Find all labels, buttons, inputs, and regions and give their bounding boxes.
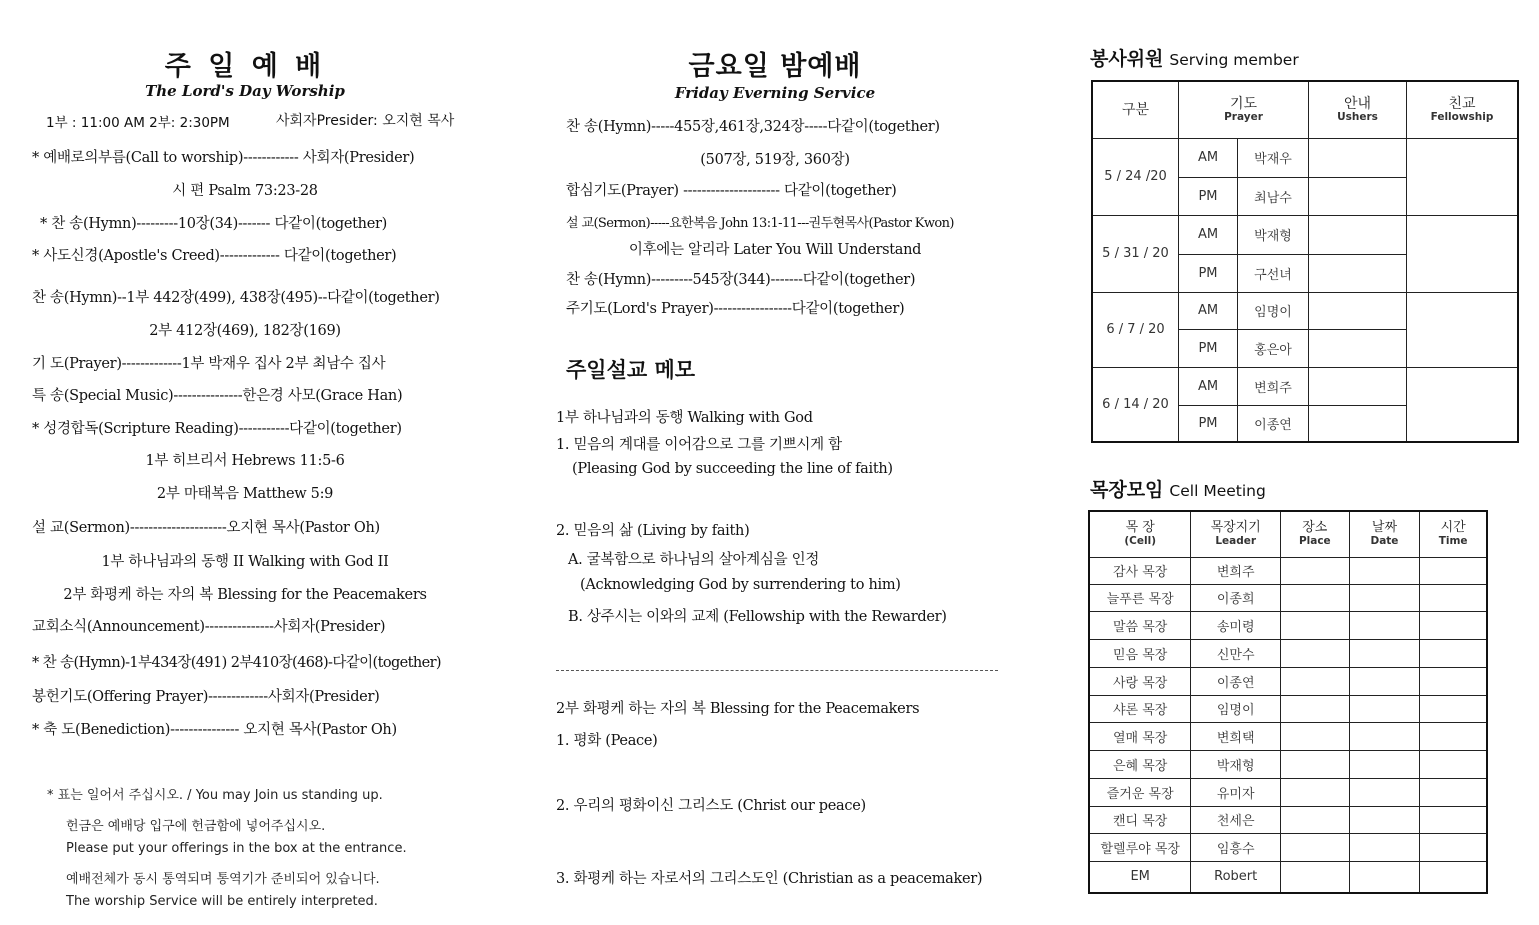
cell-date — [1349, 778, 1420, 806]
cell-name: 은혜 목장 — [1089, 750, 1191, 778]
order-hymn-2: 찬 송(Hymn)--1부 442장(499), 438장(495)--다같이(together) — [32, 290, 440, 306]
cell-row — [1089, 557, 1487, 584]
serving-title — [1090, 44, 1299, 71]
cell-table — [1088, 510, 1488, 894]
cell-place — [1280, 833, 1349, 861]
serving-pm-label: PM — [1179, 177, 1238, 215]
cell-name: 늘푸른 목장 — [1089, 584, 1191, 611]
serving-header-row — [1092, 81, 1518, 138]
order-scripture-1: 1부 히브리서 Hebrews 11:5-6 — [145, 453, 345, 469]
cell-leader: 임흥수 — [1191, 833, 1281, 861]
cell-row — [1089, 611, 1487, 639]
cell-header-place: 장소 Place — [1280, 511, 1349, 557]
serving-pm-label: PM — [1179, 329, 1238, 367]
friday-sermon-title: 이후에는 알리라 Later You Will Understand — [628, 242, 922, 258]
cell-place — [1280, 639, 1349, 667]
cell-date — [1349, 833, 1420, 861]
cell-leader: Robert — [1191, 861, 1281, 893]
serving-pm-name: 이종연 — [1238, 405, 1309, 442]
cell-name: 할렐루야 목장 — [1089, 833, 1191, 861]
serving-header-category: 구분 — [1092, 81, 1179, 138]
serving-am-label: AM — [1179, 138, 1238, 177]
order-hymn-2-alt: 2부 412장(469), 182장(169) — [149, 323, 341, 339]
memo-part2-title: 2부 화평케 하는 자의 복 Blessing for the Peacemakers — [556, 701, 920, 717]
cell-name: 말씀 목장 — [1089, 611, 1191, 639]
cell-date — [1349, 557, 1420, 584]
order-prayer: 기 도(Prayer)-------------1부 박재우 집사 2부 최남수 집사 — [32, 356, 386, 372]
order-scripture-2: 2부 마태복음 Matthew 5:9 — [156, 486, 334, 502]
serving-title-en: Serving member — [1169, 51, 1299, 69]
memo-point-1-en: (Pleasing God by succeeding the line of faith) — [572, 461, 893, 477]
cell-place — [1280, 750, 1349, 778]
cell-leader: 송미령 — [1191, 611, 1281, 639]
cell-name: 열매 목장 — [1089, 722, 1191, 750]
cell-header-cell: 목 장 (Cell) — [1089, 511, 1191, 557]
order-benediction: * 축 도(Benediction)--------------- 오지현 목사(Pastor Oh) — [32, 722, 397, 738]
cell-place — [1280, 557, 1349, 584]
serving-date: 5 / 24 /20 — [1092, 138, 1179, 215]
memo-point-2a-en: (Acknowledging God by surrendering to him) — [580, 577, 901, 593]
cell-time — [1420, 833, 1487, 861]
cell-time — [1420, 750, 1487, 778]
serving-date: 6 / 14 / 20 — [1092, 367, 1179, 442]
memo-point-2a: A. 굴복함으로 하나님의 살아계심을 인정 — [568, 552, 820, 568]
cell-leader: 박재형 — [1191, 750, 1281, 778]
serving-title-ko: 봉사위원 — [1090, 48, 1164, 70]
serving-usher-cell — [1309, 367, 1407, 405]
serving-am-name: 임명이 — [1238, 292, 1309, 329]
serving-pm-name: 홍은아 — [1238, 329, 1309, 367]
memo-part2-point-3: 3. 화평케 하는 자로서의 그리스도인 (Christian as a peacemaker) — [556, 871, 983, 887]
memo-title: 주일설교 메모 — [566, 358, 696, 382]
serving-fellowship-cell — [1407, 367, 1519, 442]
order-call-to-worship: * 예배로의부름(Call to worship)------------ 사회자(Presider) — [32, 150, 415, 166]
memo-part2-point-2: 2. 우리의 평화이신 그리스도 (Christ our peace) — [556, 798, 866, 814]
cell-time — [1420, 611, 1487, 639]
cell-name: EM — [1089, 861, 1191, 893]
note-interpretation-ko: 예배전체가 동시 통역되며 통역기가 준비되어 있습니다. — [66, 872, 380, 887]
sunday-subtitle: The Lord's Day Worship — [145, 82, 345, 100]
cell-row — [1089, 861, 1487, 893]
serving-am-label: AM — [1179, 292, 1238, 329]
note-offering-en: Please put your offerings in the box at the entrance. — [66, 841, 407, 856]
friday-title: 금요일 밤예배 — [688, 51, 862, 82]
cell-name: 감사 목장 — [1089, 557, 1191, 584]
serving-row — [1092, 215, 1518, 254]
cell-row — [1089, 695, 1487, 722]
serving-date: 6 / 7 / 20 — [1092, 292, 1179, 367]
cell-leader: 이종연 — [1191, 667, 1281, 695]
serving-usher-cell — [1309, 254, 1407, 292]
order-offering-prayer: 봉헌기도(Offering Prayer)-------------사회자(Presider) — [32, 689, 380, 705]
serving-usher-cell — [1309, 215, 1407, 254]
cell-name: 즐거운 목장 — [1089, 778, 1191, 806]
memo-part1-title: 1부 하나님과의 동행 Walking with God — [556, 410, 813, 426]
friday-hymn-1: 찬 송(Hymn)-----455장,461장,324장-----다같이(together) — [566, 119, 940, 135]
cell-place — [1280, 611, 1349, 639]
cell-time — [1420, 806, 1487, 833]
order-announcement: 교회소식(Announcement)---------------사회자(Presider) — [32, 619, 386, 635]
cell-title — [1090, 475, 1266, 502]
order-sermon-title-1: 1부 하나님과의 동행 II Walking with God II — [101, 554, 389, 570]
order-special-music: 특 송(Special Music)---------------한은경 사모(Grace Han) — [32, 388, 403, 404]
cell-time — [1420, 778, 1487, 806]
cell-name: 사랑 목장 — [1089, 667, 1191, 695]
serving-am-label: AM — [1179, 367, 1238, 405]
cell-place — [1280, 778, 1349, 806]
serving-header-fellowship: 친교 Fellowship — [1407, 81, 1519, 138]
serving-date: 5 / 31 / 20 — [1092, 215, 1179, 292]
serving-pm-name: 최남수 — [1238, 177, 1309, 215]
serving-am-name: 박재형 — [1238, 215, 1309, 254]
serving-usher-cell — [1309, 292, 1407, 329]
serving-fellowship-cell — [1407, 138, 1519, 215]
note-interpretation-en: The worship Service will be entirely interpreted. — [66, 894, 378, 909]
memo-part2-point-1: 1. 평화 (Peace) — [556, 733, 658, 749]
cell-place — [1280, 584, 1349, 611]
cell-leader: 임명이 — [1191, 695, 1281, 722]
note-standing: * 표는 일어서 주십시오. / You may Join us standing up. — [47, 788, 383, 803]
cell-place — [1280, 722, 1349, 750]
serving-pm-name: 구선녀 — [1238, 254, 1309, 292]
cell-row — [1089, 639, 1487, 667]
memo-point-2b: B. 상주시는 이와의 교제 (Fellowship with the Rewarder) — [568, 609, 947, 625]
cell-time — [1420, 695, 1487, 722]
note-offering-ko: 헌금은 예배당 입구에 헌금함에 넣어주십시오. — [66, 819, 326, 834]
order-scripture: * 성경합독(Scripture Reading)-----------다같이(together) — [32, 421, 402, 437]
serving-fellowship-cell — [1407, 292, 1519, 367]
cell-date — [1349, 806, 1420, 833]
cell-name: 샤론 목장 — [1089, 695, 1191, 722]
cell-date — [1349, 639, 1420, 667]
serving-am-name: 박재우 — [1238, 138, 1309, 177]
order-creed: * 사도신경(Apostle's Creed)------------- 다같이(together) — [32, 248, 397, 264]
cell-time — [1420, 557, 1487, 584]
serving-row — [1092, 292, 1518, 329]
cell-leader: 이종희 — [1191, 584, 1281, 611]
friday-subtitle: Friday Everning Service — [674, 84, 876, 102]
cell-row — [1089, 833, 1487, 861]
cell-title-en: Cell Meeting — [1169, 482, 1266, 500]
cell-time — [1420, 639, 1487, 667]
cell-row — [1089, 806, 1487, 833]
cell-header-date: 날짜 Date — [1349, 511, 1420, 557]
cell-header-time: 시간 Time — [1420, 511, 1487, 557]
cell-date — [1349, 667, 1420, 695]
cell-place — [1280, 695, 1349, 722]
order-sermon: 설 교(Sermon)---------------------오지현 목사(Pastor Oh) — [32, 520, 380, 536]
friday-hymn-1-alt: (507장, 519장, 360장) — [700, 152, 850, 168]
cell-date — [1349, 584, 1420, 611]
order-hymn-3: * 찬 송(Hymn)-1부434장(491) 2부410장(468)-다같이(together) — [32, 655, 441, 671]
cell-leader: 신만수 — [1191, 639, 1281, 667]
serving-usher-cell — [1309, 138, 1407, 177]
serving-am-name: 변희주 — [1238, 367, 1309, 405]
cell-name: 믿음 목장 — [1089, 639, 1191, 667]
cell-time — [1420, 722, 1487, 750]
order-sermon-title-2: 2부 화평케 하는 자의 복 Blessing for the Peacemakers — [63, 587, 427, 603]
serving-pm-label: PM — [1179, 254, 1238, 292]
cell-title-ko: 목장모임 — [1090, 479, 1164, 501]
friday-hymn-2: 찬 송(Hymn)---------545장(344)-------다같이(together) — [566, 272, 916, 288]
cell-time — [1420, 667, 1487, 695]
order-hymn-1: * 찬 송(Hymn)---------10장(34)------- 다같이(together) — [40, 216, 387, 232]
cell-row — [1089, 750, 1487, 778]
serving-fellowship-cell — [1407, 215, 1519, 292]
cell-leader: 유미자 — [1191, 778, 1281, 806]
cell-row — [1089, 667, 1487, 695]
serving-usher-cell — [1309, 177, 1407, 215]
cell-date — [1349, 861, 1420, 893]
memo-divider — [556, 670, 998, 671]
order-psalm: 시 편 Psalm 73:23-28 — [172, 183, 318, 199]
cell-time — [1420, 861, 1487, 893]
memo-point-1: 1. 믿음의 계대를 이어감으로 그를 기쁘시게 함 — [556, 437, 842, 453]
cell-row — [1089, 722, 1487, 750]
serving-row — [1092, 367, 1518, 405]
cell-row — [1089, 778, 1487, 806]
serving-table — [1091, 80, 1519, 443]
cell-place — [1280, 861, 1349, 893]
cell-date — [1349, 695, 1420, 722]
friday-sermon: 설 교(Sermon)-----요한복음 John 13:1-11---권두현목사(Pastor Kwon) — [566, 216, 954, 231]
cell-date — [1349, 611, 1420, 639]
cell-header-leader: 목장지기 Leader — [1191, 511, 1281, 557]
serving-header-ushers: 안내 Ushers — [1309, 81, 1407, 138]
cell-leader: 천세은 — [1191, 806, 1281, 833]
serving-usher-cell — [1309, 329, 1407, 367]
cell-place — [1280, 667, 1349, 695]
serving-header-prayer: 기도 Prayer — [1179, 81, 1309, 138]
friday-prayer: 합심기도(Prayer) --------------------- 다같이(together) — [566, 183, 897, 199]
cell-date — [1349, 750, 1420, 778]
cell-time — [1420, 584, 1487, 611]
cell-header-row — [1089, 511, 1487, 557]
cell-row — [1089, 584, 1487, 611]
sunday-times: 1부 : 11:00 AM 2부: 2:30PM — [46, 115, 230, 131]
serving-pm-label: PM — [1179, 405, 1238, 442]
cell-date — [1349, 722, 1420, 750]
sunday-presider: 사회자Presider: 오지현 목사 — [276, 113, 455, 129]
cell-name: 캔디 목장 — [1089, 806, 1191, 833]
serving-usher-cell — [1309, 405, 1407, 442]
serving-am-label: AM — [1179, 215, 1238, 254]
cell-place — [1280, 806, 1349, 833]
cell-leader: 변희택 — [1191, 722, 1281, 750]
serving-row — [1092, 138, 1518, 177]
sunday-title: 주 일 예 배 — [164, 51, 326, 82]
friday-lords-prayer: 주기도(Lord's Prayer)-----------------다같이(together) — [566, 301, 905, 317]
cell-leader: 변희주 — [1191, 557, 1281, 584]
memo-point-2: 2. 믿음의 삶 (Living by faith) — [556, 523, 750, 539]
